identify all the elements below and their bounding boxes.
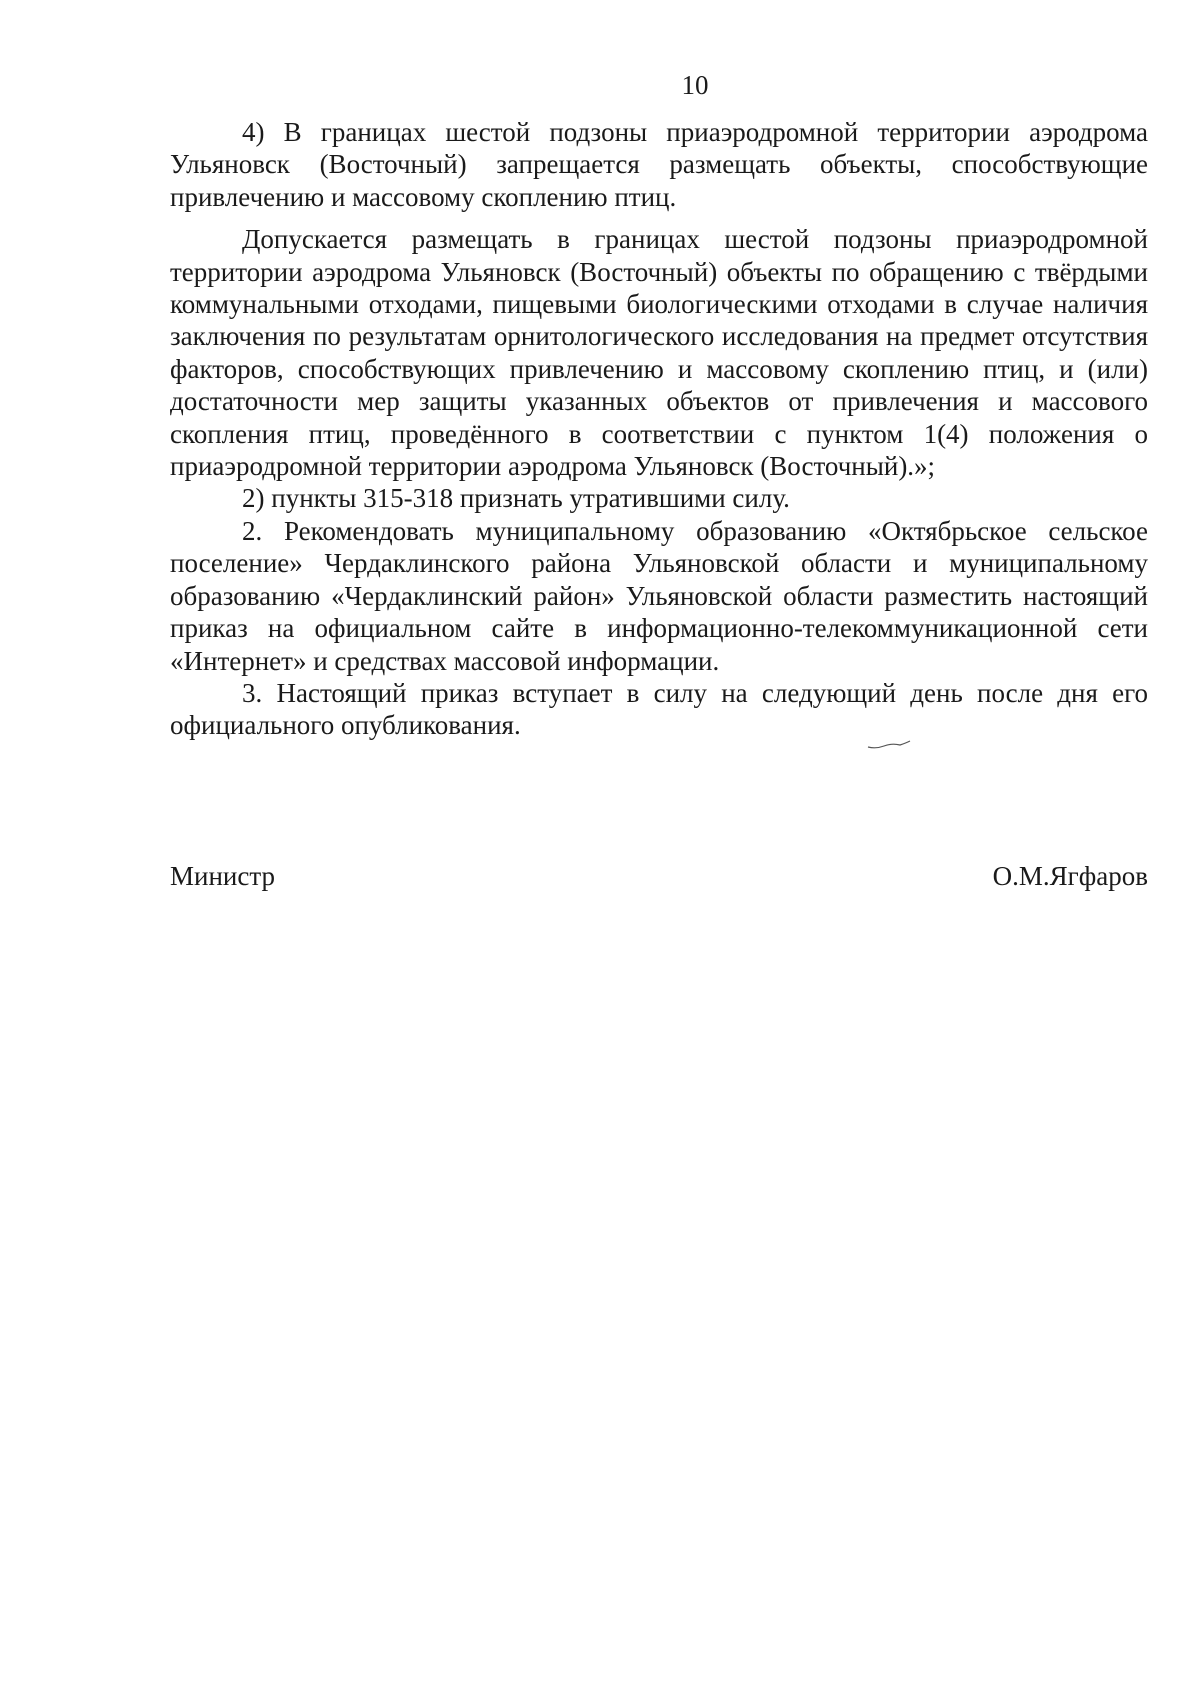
paragraph-entry-into-force: 3. Настоящий приказ вступает в силу на следующий день после дня его официального опубликования. <box>170 677 1148 741</box>
paragraph-subzone-six-prohibition: 4) В границах шестой подзоны приаэродромной территории аэродрома Ульяновск (Восточный) запрещается размещать объекты, способствующие привлечению и массовому скоплению птиц. <box>170 117 1148 212</box>
paragraph-recommendation: 2. Рекомендовать муниципальному образованию «Октябрьское сельское поселение» Чердаклинского района Ульяновской области и муниципальному образованию «Чердаклинский район» Ульяновской области разместить настоящий приказ на официальном сайте в информационно-телекоммуникационной сети «Интернет» и средствах массовой информации. <box>170 515 1148 676</box>
signatory-title: Министр <box>170 861 275 891</box>
page-number: 10 <box>681 70 709 100</box>
paragraph-subzone-six-allowance: Допускается размещать в границах шестой подзоны приаэродромной территории аэродрома Ульяновск (Восточный) объекты по обращению с твёрдыми коммунальными отходами, пищевыми биологическими отходами в случае наличия заключения по результатам орнитологического исследования на предмет отсутствия факторов, способствующих привлечению и массовому скоплению птиц, и (или) достаточности мер защиты указанных объектов от привлечения и массового скопления птиц, проведённого в соответствии с пунктом 1(4) положения о приаэродромной территории аэродрома Ульяновск (Восточный).»; <box>170 224 1148 482</box>
paragraph-gap <box>170 213 1148 223</box>
signatory-name: О.М.Ягфаров <box>992 861 1148 891</box>
pen-mark-icon <box>866 740 914 750</box>
paragraph-repeal-points: 2) пункты 315-318 признать утратившими силу. <box>242 483 790 514</box>
signature-block <box>170 860 1148 892</box>
document-body <box>170 116 1148 742</box>
